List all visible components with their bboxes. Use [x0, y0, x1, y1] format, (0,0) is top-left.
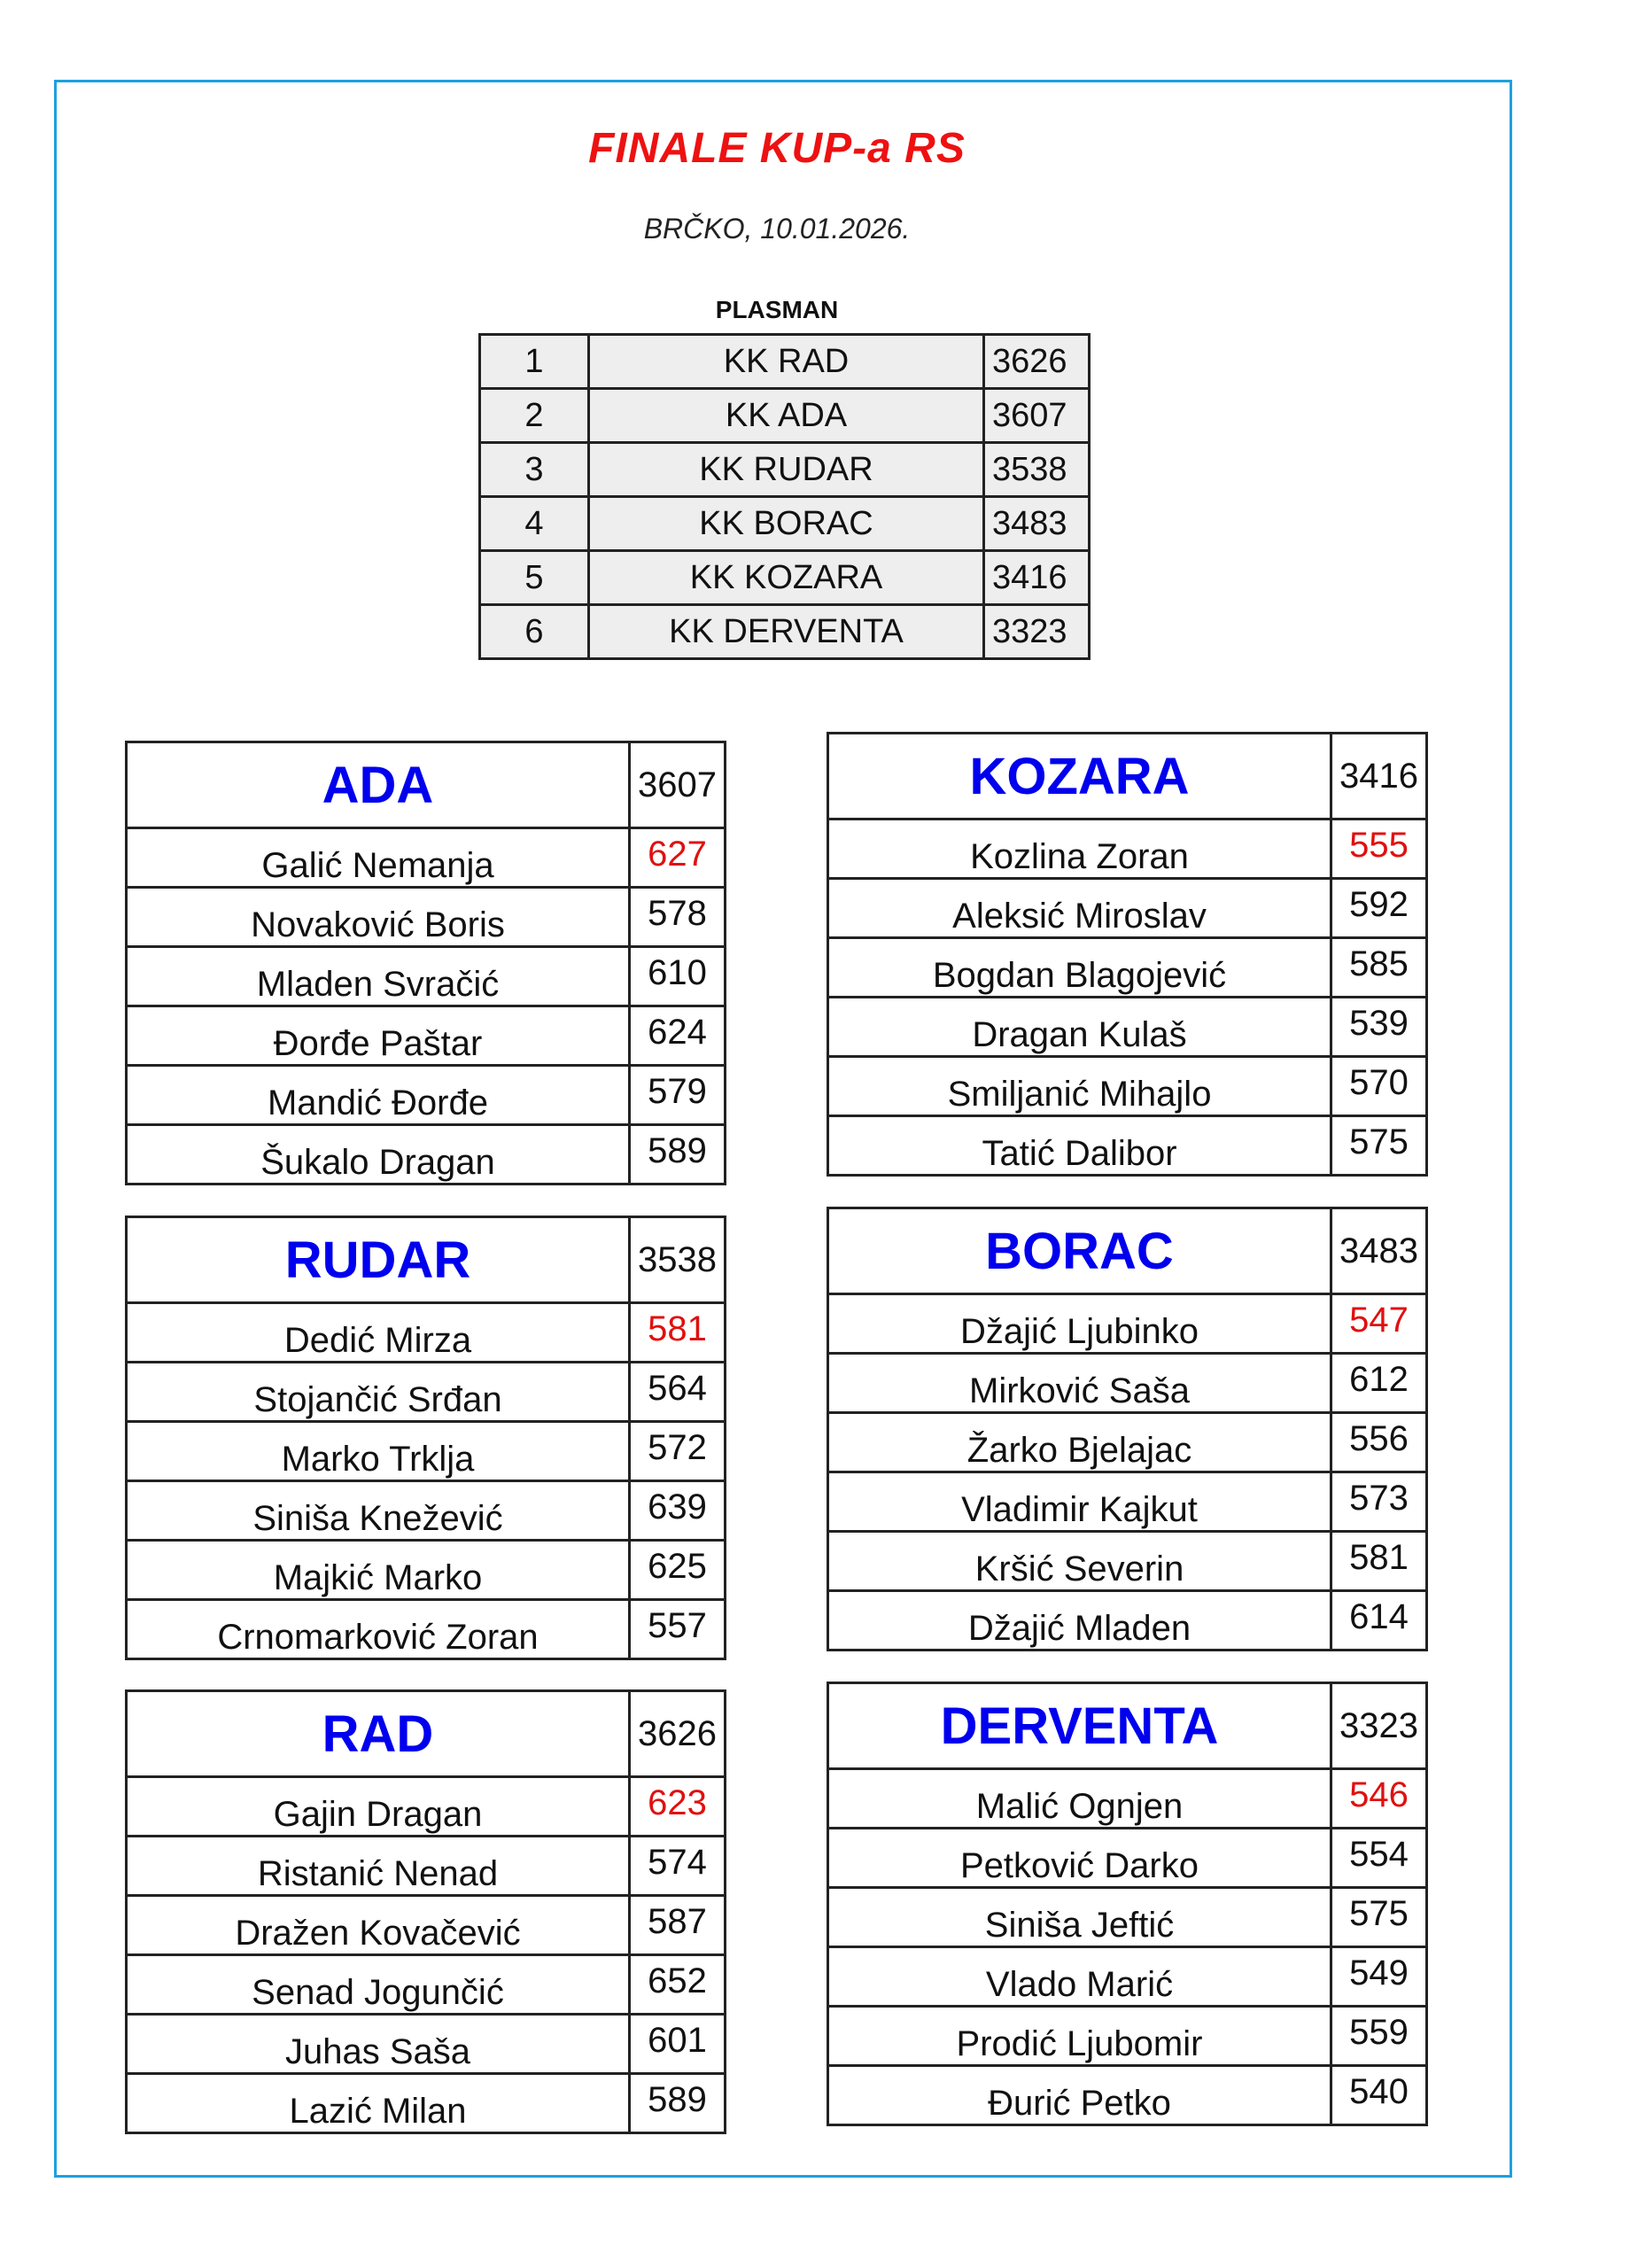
player-name: Siniša Jeftić — [828, 1888, 1331, 1947]
rank-cell: 6 — [480, 605, 589, 659]
player-score: 554 — [1331, 1829, 1427, 1888]
player-name: Kršić Severin — [828, 1532, 1331, 1591]
standings-row — [480, 605, 1090, 659]
player-row — [127, 1541, 726, 1600]
player-score: 581 — [1331, 1532, 1427, 1591]
player-row — [127, 947, 726, 1006]
player-score: 623 — [630, 1777, 726, 1837]
points-cell: 3538 — [984, 443, 1090, 497]
player-name: Juhas Saša — [127, 2015, 630, 2074]
team-header-row — [127, 742, 726, 828]
player-score: 601 — [630, 2015, 726, 2074]
player-name: Vlado Marić — [828, 1947, 1331, 2007]
player-row — [127, 888, 726, 947]
player-row — [127, 1066, 726, 1125]
player-row — [127, 1303, 726, 1363]
player-name: Crnomarković Zoran — [127, 1600, 630, 1659]
player-score: 578 — [630, 888, 726, 947]
player-score: 579 — [630, 1066, 726, 1125]
player-name: Petković Darko — [828, 1829, 1331, 1888]
team-header-row — [828, 1683, 1427, 1769]
standings-title: PLASMAN — [715, 296, 839, 323]
player-score: 624 — [630, 1006, 726, 1066]
player-row — [127, 1777, 726, 1837]
player-name: Džajić Mladen — [828, 1591, 1331, 1651]
player-score: 555 — [1331, 819, 1427, 879]
player-score: 547 — [1331, 1294, 1427, 1354]
player-score: 573 — [1331, 1472, 1427, 1532]
player-name: Mirković Saša — [828, 1354, 1331, 1413]
player-score: 610 — [630, 947, 726, 1006]
player-row — [828, 879, 1427, 938]
player-score: 546 — [1331, 1769, 1427, 1829]
player-score: 575 — [1331, 1116, 1427, 1176]
team-table-borac — [827, 1207, 1428, 1651]
player-score: 559 — [1331, 2007, 1427, 2066]
player-name: Siniša Knežević — [127, 1481, 630, 1541]
player-score: 639 — [630, 1481, 726, 1541]
team-cell: KK RUDAR — [589, 443, 984, 497]
team-total: 3416 — [1339, 756, 1418, 796]
team-cell: KK KOZARA — [589, 551, 984, 605]
standings-table — [478, 333, 1091, 660]
player-row — [828, 1354, 1427, 1413]
player-name: Šukalo Dragan — [127, 1125, 630, 1184]
rank-cell: 1 — [480, 335, 589, 389]
team-name: KOZARA — [969, 747, 1190, 805]
player-row — [828, 2007, 1427, 2066]
player-name: Prodić Ljubomir — [828, 2007, 1331, 2066]
team-name: RAD — [322, 1705, 434, 1763]
player-score: 592 — [1331, 879, 1427, 938]
team-name: ADA — [322, 756, 434, 814]
player-name: Novaković Boris — [127, 888, 630, 947]
team-cell: KK ADA — [589, 389, 984, 443]
player-row — [828, 1829, 1427, 1888]
player-score: 625 — [630, 1541, 726, 1600]
team-total: 3483 — [1339, 1231, 1418, 1270]
team-total: 3323 — [1339, 1705, 1418, 1745]
team-header-row — [127, 1691, 726, 1777]
player-name: Senad Jogunčić — [127, 1955, 630, 2015]
team-total: 3538 — [638, 1239, 717, 1279]
player-name: Mandić Đorđe — [127, 1066, 630, 1125]
player-score: 587 — [630, 1896, 726, 1955]
team-table-ada — [125, 741, 726, 1185]
player-name: Ristanić Nenad — [127, 1837, 630, 1896]
team-cell: KK DERVENTA — [589, 605, 984, 659]
player-score: 589 — [630, 1125, 726, 1184]
points-cell: 3626 — [984, 335, 1090, 389]
rank-cell: 3 — [480, 443, 589, 497]
player-score: 581 — [630, 1303, 726, 1363]
player-name: Kozlina Zoran — [828, 819, 1331, 879]
player-row — [828, 1116, 1427, 1176]
player-row — [127, 1896, 726, 1955]
player-row — [127, 828, 726, 888]
player-name: Malić Ognjen — [828, 1769, 1331, 1829]
player-name: Žarko Bjelajac — [828, 1413, 1331, 1472]
player-name: Dragan Kulaš — [828, 998, 1331, 1057]
points-cell: 3323 — [984, 605, 1090, 659]
player-name: Džajić Ljubinko — [828, 1294, 1331, 1354]
player-row — [828, 1472, 1427, 1532]
player-row — [127, 1363, 726, 1422]
player-row — [127, 2074, 726, 2133]
event-date: BRČKO, 10.01.2026. — [643, 213, 911, 245]
rank-cell: 2 — [480, 389, 589, 443]
standings-row — [480, 389, 1090, 443]
player-row — [127, 1125, 726, 1184]
standings-row — [480, 335, 1090, 389]
player-row — [828, 1294, 1427, 1354]
points-cell: 3607 — [984, 389, 1090, 443]
player-score: 614 — [1331, 1591, 1427, 1651]
team-total: 3607 — [638, 765, 717, 804]
player-score: 556 — [1331, 1413, 1427, 1472]
team-header-row — [828, 1208, 1427, 1294]
team-table-derventa — [827, 1682, 1428, 2126]
team-total: 3626 — [638, 1713, 717, 1753]
player-name: Aleksić Miroslav — [828, 879, 1331, 938]
player-score: 627 — [630, 828, 726, 888]
player-row — [127, 1481, 726, 1541]
player-row — [828, 1057, 1427, 1116]
player-name: Majkić Marko — [127, 1541, 630, 1600]
rank-cell: 5 — [480, 551, 589, 605]
points-cell: 3416 — [984, 551, 1090, 605]
player-name: Mladen Svračić — [127, 947, 630, 1006]
player-row — [828, 1947, 1427, 2007]
rank-cell: 4 — [480, 497, 589, 551]
player-score: 549 — [1331, 1947, 1427, 2007]
standings-row — [480, 497, 1090, 551]
player-score: 652 — [630, 1955, 726, 2015]
player-name: Stojančić Srđan — [127, 1363, 630, 1422]
standings-row — [480, 443, 1090, 497]
team-cell: KK RAD — [589, 335, 984, 389]
player-row — [828, 1532, 1427, 1591]
player-row — [828, 1888, 1427, 1947]
player-name: Galić Nemanja — [127, 828, 630, 888]
player-name: Đorđe Paštar — [127, 1006, 630, 1066]
player-score: 564 — [630, 1363, 726, 1422]
standings-row — [480, 551, 1090, 605]
team-table-rudar — [125, 1216, 726, 1660]
player-row — [127, 1422, 726, 1481]
team-header-row — [127, 1217, 726, 1303]
player-score: 572 — [630, 1422, 726, 1481]
page-title: FINALE KUP-a RS — [588, 125, 966, 172]
player-row — [828, 938, 1427, 998]
player-name: Đurić Petko — [828, 2066, 1331, 2125]
team-header-row — [828, 734, 1427, 819]
team-table-rad — [125, 1689, 726, 2134]
player-row — [828, 1769, 1427, 1829]
team-table-kozara — [827, 732, 1428, 1177]
player-name: Dražen Kovačević — [127, 1896, 630, 1955]
player-name: Smiljanić Mihajlo — [828, 1057, 1331, 1116]
team-name: RUDAR — [284, 1231, 471, 1289]
player-score: 574 — [630, 1837, 726, 1896]
player-row — [828, 1591, 1427, 1651]
player-score: 539 — [1331, 998, 1427, 1057]
team-name: BORAC — [985, 1222, 1174, 1280]
player-row — [828, 2066, 1427, 2125]
player-score: 589 — [630, 2074, 726, 2133]
player-name: Dedić Mirza — [127, 1303, 630, 1363]
team-cell: KK BORAC — [589, 497, 984, 551]
player-name: Tatić Dalibor — [828, 1116, 1331, 1176]
player-score: 575 — [1331, 1888, 1427, 1947]
player-row — [127, 1600, 726, 1659]
player-row — [127, 1955, 726, 2015]
player-name: Bogdan Blagojević — [828, 938, 1331, 998]
player-score: 585 — [1331, 938, 1427, 998]
player-row — [828, 819, 1427, 879]
player-name: Gajin Dragan — [127, 1777, 630, 1837]
player-score: 612 — [1331, 1354, 1427, 1413]
player-row — [127, 2015, 726, 2074]
player-score: 570 — [1331, 1057, 1427, 1116]
player-row — [127, 1837, 726, 1896]
team-name: DERVENTA — [940, 1697, 1219, 1755]
player-row — [828, 1413, 1427, 1472]
player-name: Lazić Milan — [127, 2074, 630, 2133]
player-row — [828, 998, 1427, 1057]
player-row — [127, 1006, 726, 1066]
player-score: 557 — [630, 1600, 726, 1659]
points-cell: 3483 — [984, 497, 1090, 551]
player-name: Marko Trklja — [127, 1422, 630, 1481]
player-name: Vladimir Kajkut — [828, 1472, 1331, 1532]
player-score: 540 — [1331, 2066, 1427, 2125]
